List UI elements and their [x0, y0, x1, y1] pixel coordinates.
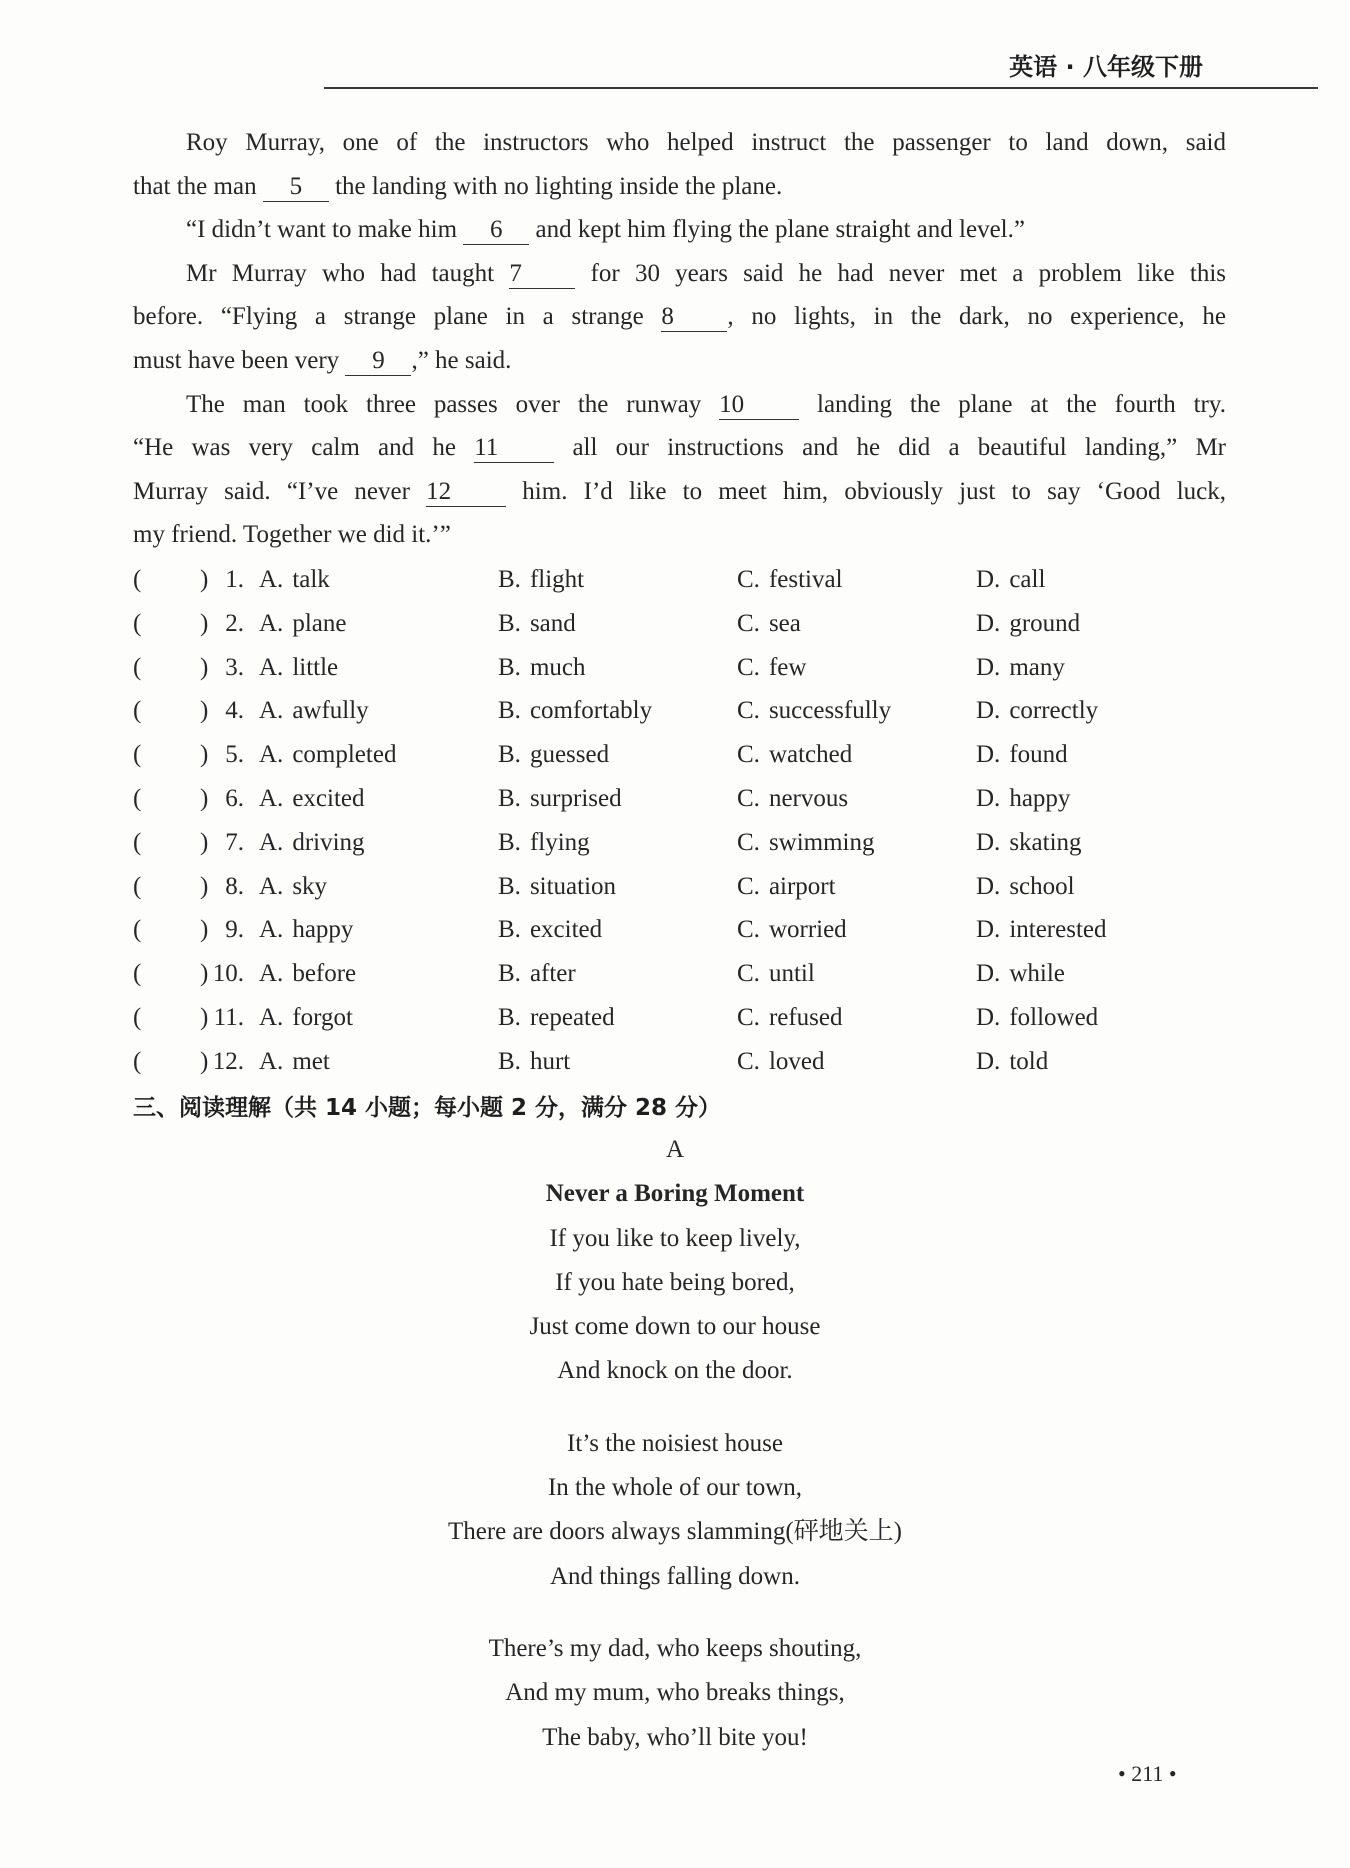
passage-text: before. “Flying a strange plane in a strange	[133, 303, 662, 331]
option-choice	[498, 996, 615, 1040]
question-row	[0, 996, 1350, 1040]
answer-bracket-close: )	[200, 960, 209, 988]
question-row	[0, 865, 1350, 909]
option-text: few	[768, 653, 807, 681]
poem-line: And knock on the door.	[557, 1357, 793, 1385]
passage-line	[133, 513, 1226, 557]
passage-line	[133, 383, 1226, 427]
option-letter: B.	[498, 828, 521, 856]
passage-text: The man took three passes over the runway	[186, 390, 720, 418]
passage-line	[133, 208, 1226, 252]
option-letter: D.	[976, 828, 1001, 856]
option-letter: B.	[498, 609, 521, 637]
passage-text: all our instructions and he did a beautiful landing,” Mr	[554, 434, 1226, 462]
option-text: after	[529, 960, 576, 988]
passage-text: “I didn’t want to make him	[186, 216, 464, 244]
option-text: talk	[292, 566, 330, 593]
option-text: completed	[292, 741, 397, 769]
answer-bracket-open: (	[133, 609, 142, 637]
question-number: 11.	[213, 1003, 244, 1031]
option-choice	[737, 1040, 824, 1084]
passage-line	[133, 339, 1226, 383]
answer-bracket-open: (	[133, 741, 142, 769]
option-text: driving	[292, 828, 365, 856]
answer-bracket-close: )	[200, 1003, 209, 1031]
option-text: comfortably	[529, 697, 653, 725]
page-number: • 211 •	[1118, 1761, 1177, 1786]
poem-line: There are doors always slamming(砰地关上)	[447, 1518, 903, 1546]
reading-passage-a	[0, 1128, 1350, 1760]
option-choice	[498, 865, 616, 909]
passage-text: and kept him flying the plane straight and level.”	[529, 216, 1025, 244]
option-letter: D.	[976, 872, 1001, 900]
option-choice	[737, 689, 891, 733]
poem-line: Just come down to our house	[529, 1313, 821, 1341]
option-choice	[498, 733, 609, 777]
answer-blank: 7	[509, 260, 575, 289]
option-choice	[976, 908, 1107, 952]
option-letter: C.	[737, 697, 760, 725]
option-letter: C.	[737, 566, 760, 593]
option-letter: D.	[976, 1003, 1001, 1031]
answer-blank: 6	[463, 216, 529, 245]
question-number: 5.	[225, 741, 244, 769]
answer-bracket-close: )	[200, 1047, 209, 1075]
option-choice	[259, 646, 338, 690]
option-letter: C.	[737, 653, 760, 681]
option-text: forgot	[292, 1003, 353, 1031]
question-row	[0, 777, 1350, 821]
option-text: ground	[1009, 609, 1081, 637]
option-text: before	[292, 960, 357, 988]
poem-stanza	[0, 1217, 1350, 1394]
option-text: plane	[292, 609, 347, 637]
poem-line: It’s the noisiest house	[567, 1429, 783, 1457]
option-text: nervous	[768, 784, 849, 812]
option-text: sky	[292, 872, 328, 900]
poem-line: If you like to keep lively,	[549, 1224, 801, 1252]
option-choice	[737, 865, 836, 909]
option-text: followed	[1009, 1003, 1099, 1031]
option-text: much	[529, 653, 586, 681]
option-letter: C.	[737, 828, 760, 856]
passage-line	[133, 295, 1226, 339]
option-choice	[498, 646, 585, 690]
passage-text: for 30 years said he had never met a problem like this	[575, 259, 1226, 287]
option-text: refused	[768, 1003, 843, 1031]
option-letter: D.	[976, 741, 1001, 769]
option-choice	[976, 996, 1098, 1040]
question-row	[0, 646, 1350, 690]
option-letter: D.	[976, 960, 1001, 988]
passage-line	[133, 121, 1226, 165]
poem-line: The baby, who’ll bite you!	[542, 1723, 808, 1751]
option-letter: C.	[737, 784, 760, 812]
option-text: until	[768, 960, 815, 988]
poem-line: And my mum, who breaks things,	[505, 1679, 845, 1707]
option-letter: B.	[498, 566, 521, 593]
answer-bracket-close: )	[200, 653, 209, 681]
option-choice	[976, 777, 1070, 821]
option-choice	[259, 777, 365, 821]
option-letter: B.	[498, 872, 521, 900]
answer-blank: 10	[719, 391, 799, 420]
option-choice	[976, 1040, 1048, 1084]
option-letter: D.	[976, 784, 1001, 812]
option-choice	[259, 689, 369, 733]
answer-bracket-open: (	[133, 916, 142, 944]
option-letter: C.	[737, 960, 760, 988]
question-row	[0, 689, 1350, 733]
option-text: airport	[768, 872, 836, 900]
option-letter: A.	[259, 609, 284, 637]
answer-bracket-close: )	[200, 828, 209, 856]
passage-text: Murray said. “I’ve never	[133, 477, 427, 505]
passage-text: must have been very	[133, 346, 346, 374]
passage-text: that the man	[133, 172, 263, 200]
section-heading: 三、阅读理解（共 14 小题；每小题 2 分，满分 28 分）	[133, 1095, 722, 1121]
poem-line: And things falling down.	[550, 1562, 800, 1590]
option-letter: A.	[259, 1047, 284, 1075]
question-number: 7.	[225, 828, 244, 856]
passage-label: A	[665, 1136, 685, 1163]
option-choice	[737, 996, 843, 1040]
question-row	[0, 602, 1350, 646]
option-letter: B.	[498, 741, 521, 769]
option-letter: C.	[737, 1047, 760, 1075]
option-letter: B.	[498, 653, 521, 681]
option-choice	[259, 908, 353, 952]
option-text: flying	[529, 828, 590, 856]
option-text: skating	[1009, 828, 1082, 856]
option-letter: C.	[737, 872, 760, 900]
option-text: successfully	[768, 697, 892, 725]
option-text: told	[1009, 1047, 1049, 1075]
option-letter: A.	[259, 566, 284, 593]
passage-line	[133, 426, 1226, 470]
option-choice	[498, 777, 622, 821]
answer-blank: 5	[263, 173, 329, 202]
question-number: 6.	[225, 784, 244, 812]
option-letter: B.	[498, 784, 521, 812]
option-letter: A.	[259, 828, 284, 856]
option-letter: C.	[737, 916, 760, 944]
option-text: excited	[292, 784, 365, 812]
question-row	[0, 952, 1350, 996]
option-text: swimming	[768, 828, 875, 856]
option-text: watched	[768, 741, 853, 769]
answer-bracket-open: (	[133, 697, 142, 725]
option-text: while	[1009, 960, 1065, 988]
answer-bracket-open: (	[133, 960, 142, 988]
answer-blank: 11	[474, 434, 554, 463]
option-text: worried	[768, 916, 847, 944]
question-row	[0, 733, 1350, 777]
question-number: 9.	[225, 916, 244, 944]
answer-bracket-open: (	[133, 1003, 142, 1031]
passage-text: Roy Murray, one of the instructors who helped instruct the passenger to land down, said	[186, 129, 1226, 156]
option-text: hurt	[529, 1047, 571, 1075]
answer-blank: 12	[426, 478, 506, 507]
option-text: little	[292, 653, 339, 681]
option-choice	[976, 689, 1098, 733]
option-choice	[259, 996, 353, 1040]
option-letter: D.	[976, 916, 1001, 944]
option-letter: A.	[259, 697, 284, 725]
option-choice	[737, 602, 801, 646]
option-choice	[737, 777, 848, 821]
option-text: happy	[292, 916, 354, 944]
passage-text: “He was very calm and he	[133, 434, 475, 462]
answer-blank: 8	[661, 303, 727, 332]
option-letter: B.	[498, 960, 521, 988]
option-choice	[737, 646, 806, 690]
poem-stanza	[0, 1422, 1350, 1599]
cloze-passage	[133, 121, 1226, 557]
option-choice	[259, 821, 365, 865]
option-letter: B.	[498, 916, 521, 944]
option-choice	[737, 821, 875, 865]
answer-bracket-close: )	[200, 872, 209, 900]
question-number: 10.	[212, 960, 244, 988]
passage-line	[133, 252, 1226, 296]
option-choice	[976, 602, 1080, 646]
answer-bracket-close: )	[200, 784, 209, 812]
option-choice	[737, 952, 815, 996]
answer-bracket-open: (	[133, 872, 142, 900]
option-text: school	[1009, 872, 1075, 900]
option-letter: D.	[976, 609, 1001, 637]
option-text: surprised	[529, 784, 622, 812]
option-letter: A.	[259, 1003, 284, 1031]
passage-text: the landing with no lighting inside the plane.	[328, 172, 783, 200]
option-choice	[976, 821, 1082, 865]
question-number: 1.	[225, 566, 244, 593]
option-text: sea	[768, 609, 801, 637]
option-choice	[259, 558, 330, 602]
option-text: festival	[768, 566, 843, 593]
option-choice	[737, 733, 852, 777]
option-choice	[498, 821, 590, 865]
option-text: interested	[1009, 916, 1107, 944]
option-choice	[259, 1040, 330, 1084]
option-choice	[737, 558, 843, 602]
option-choice	[498, 908, 602, 952]
option-text: situation	[529, 872, 617, 900]
option-text: repeated	[529, 1003, 615, 1031]
question-number: 12.	[212, 1047, 244, 1075]
option-letter: C.	[737, 1003, 760, 1031]
option-choice	[976, 952, 1065, 996]
option-letter: C.	[737, 609, 760, 637]
option-choice	[259, 602, 346, 646]
option-choice	[259, 865, 327, 909]
option-text: guessed	[529, 741, 610, 769]
option-choice	[976, 558, 1045, 602]
question-number: 3.	[225, 653, 244, 681]
answer-bracket-close: )	[200, 697, 209, 725]
poem-line: In the whole of our town,	[547, 1474, 803, 1502]
option-letter: C.	[737, 741, 760, 769]
option-letter: D.	[976, 653, 1001, 681]
option-text: correctly	[1009, 697, 1099, 725]
option-text: excited	[529, 916, 603, 944]
option-letter: B.	[498, 1047, 521, 1075]
answer-bracket-open: (	[133, 828, 142, 856]
poem-line: If you hate being bored,	[555, 1268, 795, 1296]
option-choice	[259, 733, 396, 777]
option-letter: B.	[498, 697, 521, 725]
question-row	[0, 821, 1350, 865]
answer-bracket-close: )	[200, 609, 209, 637]
passage-line	[133, 470, 1226, 514]
option-text: many	[1009, 653, 1065, 681]
option-text: flight	[529, 566, 585, 593]
option-text: found	[1009, 741, 1068, 769]
passage-line	[133, 165, 1226, 209]
option-letter: D.	[976, 1047, 1001, 1075]
option-letter: A.	[259, 916, 284, 944]
option-choice	[498, 558, 584, 602]
option-letter: A.	[259, 741, 284, 769]
question-row	[0, 908, 1350, 952]
option-choice	[737, 908, 847, 952]
option-text: loved	[768, 1047, 825, 1075]
option-text: call	[1009, 566, 1046, 593]
passage-text: him. I’d like to meet him, obviously just to say ‘Good luck,	[506, 477, 1226, 505]
question-row	[0, 558, 1350, 602]
page-header-title: 英语 · 八年级下册	[1009, 53, 1203, 81]
option-text: happy	[1009, 784, 1071, 812]
question-number: 2.	[225, 609, 244, 637]
passage-text: , no lights, in the dark, no experience, he	[727, 303, 1226, 331]
option-choice	[976, 646, 1065, 690]
answer-bracket-close: )	[200, 566, 209, 593]
passage-text: my friend. Together we did it.’”	[133, 521, 451, 549]
answer-bracket-open: (	[133, 1047, 142, 1075]
poem-line: There’s my dad, who keeps shouting,	[488, 1634, 862, 1662]
option-letter: A.	[259, 653, 284, 681]
option-letter: A.	[259, 784, 284, 812]
question-number: 4.	[225, 697, 244, 725]
option-choice	[498, 689, 652, 733]
answer-bracket-open: (	[133, 566, 142, 593]
option-choice	[976, 865, 1075, 909]
passage-text: landing the plane at the fourth try.	[799, 390, 1227, 418]
poem-title: Never a Boring Moment	[545, 1180, 805, 1208]
option-text: sand	[529, 609, 576, 637]
question-row	[0, 1040, 1350, 1084]
answer-bracket-open: (	[133, 653, 142, 681]
answer-blank: 9	[345, 347, 411, 376]
answer-bracket-open: (	[133, 784, 142, 812]
header-divider	[324, 87, 1318, 89]
option-choice	[976, 733, 1068, 777]
option-letter: D.	[976, 566, 1001, 593]
poem-stanza	[0, 1627, 1350, 1760]
cloze-options-list	[0, 558, 1350, 1084]
option-letter: A.	[259, 872, 284, 900]
passage-text: Mr Murray who had taught	[186, 259, 510, 287]
option-letter: A.	[259, 960, 284, 988]
answer-bracket-close: )	[200, 741, 209, 769]
option-choice	[498, 602, 576, 646]
answer-bracket-close: )	[200, 916, 209, 944]
option-choice	[498, 1040, 570, 1084]
option-letter: D.	[976, 697, 1001, 725]
option-choice	[498, 952, 576, 996]
option-text: met	[292, 1047, 330, 1075]
passage-text: ,” he said.	[411, 346, 512, 374]
option-text: awfully	[292, 697, 369, 725]
question-number: 8.	[225, 872, 244, 900]
option-choice	[259, 952, 356, 996]
option-letter: B.	[498, 1003, 521, 1031]
